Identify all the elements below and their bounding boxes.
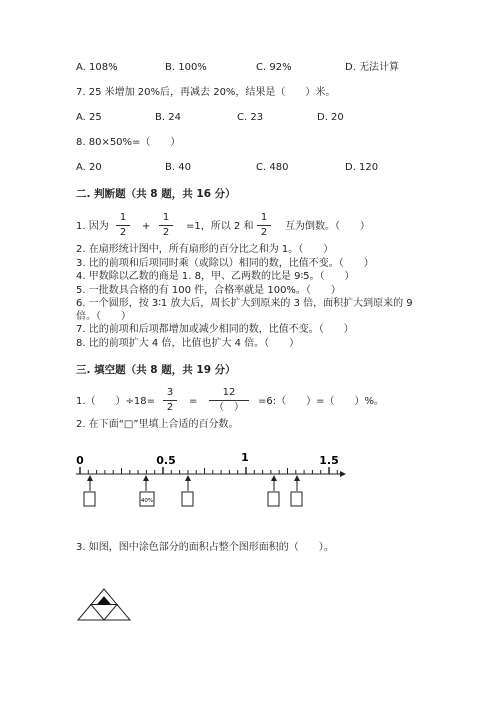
q8-option-a: A. 20 (76, 162, 102, 173)
answer-box-5 (291, 492, 302, 506)
q6-option-a: A. 108% (76, 62, 118, 73)
section2-title: 二. 判断题（共 8 题，共 16 分） (76, 188, 236, 200)
s2-q1-plus: + (142, 221, 151, 232)
q7-option-d: D. 20 (317, 112, 344, 123)
s2-q3: 3. 比的前项和后项同时乘（或除以）相同的数，比值不变。（ ） (76, 258, 374, 269)
fraction-denominator: 2 (166, 402, 174, 413)
up-arrow-icon (271, 475, 277, 481)
shaded-triangle (98, 597, 111, 605)
s2-q7: 7. 比的前项和后项都增加或减少相同的数，比值不变。（ ） (76, 324, 354, 335)
fraction-denominator: （ ） (214, 402, 244, 413)
s2-q6-line1: 6. 一个圆形，按 3∶1 放大后，周长扩大到原来的 3 倍，面积扩大到原来的 9 (76, 298, 413, 309)
tick-label-0: 0 (76, 454, 84, 467)
fraction-denominator: 2 (260, 227, 268, 238)
q7-stem: 7. 25 米增加 20%后，再减去 20%，结果是（ ）米。 (76, 87, 336, 98)
fraction-numerator: 1 (119, 212, 127, 223)
section3-title: 三. 填空题（共 8 题，共 19 分） (76, 364, 236, 376)
q8-option-d: D. 120 (345, 162, 379, 173)
q6-option-c: C. 92% (256, 62, 292, 73)
s2-q8: 8. 比的前项扩大 4 倍，比值也扩大 4 倍。（ ） (76, 338, 300, 349)
fraction-numerator: 12 (222, 387, 236, 398)
fraction-numerator: 3 (166, 387, 174, 398)
s2-q2: 2. 在扇形统计图中，所有扇形的百分比之和为 1。（ ） (76, 244, 334, 255)
tick-marks (80, 467, 337, 474)
tick-label-0.5: 0.5 (156, 454, 176, 467)
q6-option-b: B. 100% (165, 62, 207, 73)
q8-option-b: B. 40 (165, 162, 191, 173)
s2-q1-prefix: 1. 因为 (76, 221, 109, 232)
s2-q5: 5. 一批数具合格的有 100 件，合格率就是 100%。（ ） (76, 285, 341, 296)
middle-triangle (91, 605, 117, 621)
q7-option-a: A. 25 (76, 112, 102, 123)
answer-box-1 (84, 492, 95, 506)
s3-q1-suffix: =6:（ ）=（ ）%。 (258, 396, 384, 407)
fraction-denominator: 2 (162, 227, 170, 238)
tick-label-1.5: 1.5 (319, 454, 339, 467)
up-arrow-icon (87, 475, 93, 481)
s3-q3: 3. 如图，图中涂色部分的面积占整个图形面积的（ ）。 (76, 542, 334, 553)
answer-box-3 (182, 492, 193, 506)
q8-stem: 8. 80×50%=（ ） (76, 137, 181, 148)
up-arrow-icon (294, 475, 300, 481)
answer-box-4 (268, 492, 279, 506)
q7-option-c: C. 23 (237, 112, 264, 123)
up-arrow-icon (143, 475, 149, 481)
pointer-2 (140, 475, 154, 506)
pointer-1 (84, 475, 95, 506)
pointer-3 (182, 475, 193, 506)
up-arrow-icon (185, 475, 191, 481)
s2-q6-line2: 倍。（ ） (76, 311, 131, 322)
s2-q1-suffix: 互为倒数。（ ） (285, 221, 370, 232)
fraction-denominator: 2 (119, 227, 127, 238)
pointer-5 (291, 475, 302, 506)
fraction-numerator: 1 (162, 212, 170, 223)
given-value-label: 40% (140, 498, 154, 504)
s3-q1-prefix: 1.（ ）÷18= (76, 396, 156, 407)
s3-q2: 2. 在下面“□”里填上合适的百分数。 (76, 419, 239, 430)
s2-q1-middle: =1，所以 2 和 (186, 221, 254, 232)
triangle-figure (78, 589, 130, 620)
fraction-numerator: 1 (260, 212, 268, 223)
q6-option-d: D. 无法计算 (345, 62, 400, 73)
q8-option-c: C. 480 (256, 162, 289, 173)
arrow-head (340, 471, 346, 477)
pointer-4 (268, 475, 279, 506)
s2-q4: 4. 甲数除以乙数的商是 1. 8，甲、乙两数的比是 9∶5。（ ） (76, 271, 355, 282)
s3-q1-equals: = (189, 396, 198, 407)
tick-label-1: 1 (241, 451, 249, 464)
q7-option-b: B. 24 (155, 112, 181, 123)
